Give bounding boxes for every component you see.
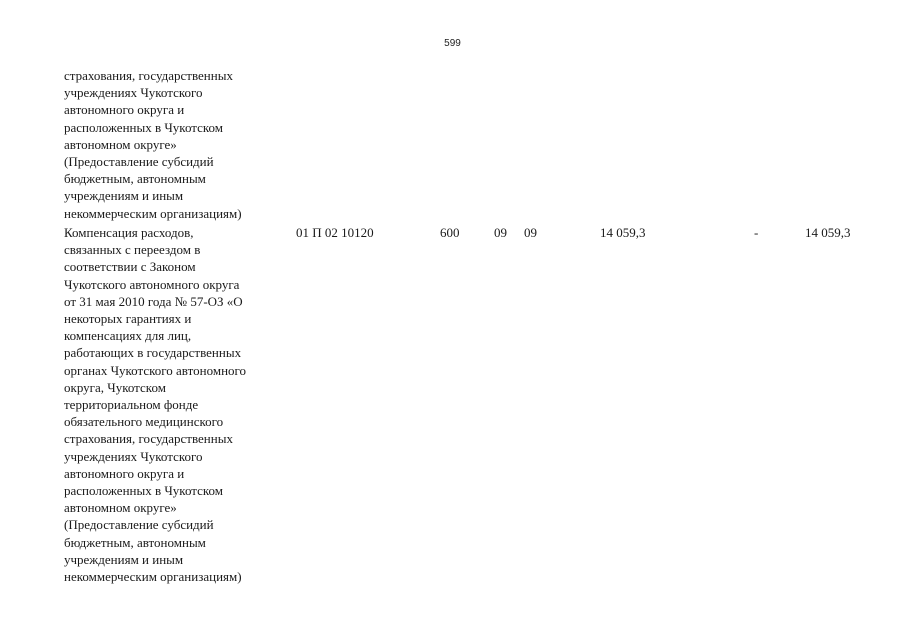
description-line: от 31 мая 2010 года № 57-ОЗ «О — [64, 293, 243, 309]
description-line: некоторых гарантиях и — [64, 311, 192, 327]
continued-description — [64, 67, 289, 222]
target-code-cell: 01 П 02 10120 — [296, 225, 374, 240]
description-line: автономном округе» — [64, 136, 177, 152]
page-number: 599 — [444, 38, 461, 49]
description-line: органах Чукотского автономного — [64, 362, 247, 378]
description-line: учреждениям и иным — [64, 188, 184, 204]
description-line: округа, Чукотском — [64, 379, 166, 395]
description-line: (Предоставление субсидий — [64, 154, 214, 170]
section-cell: 09 — [494, 225, 507, 240]
amount-cell-3: 14 059,3 — [805, 225, 851, 240]
description-line: обязательного медицинского — [64, 414, 224, 430]
description-line: территориальном фонде — [64, 397, 199, 413]
description-line: бюджетным, автономным — [64, 171, 206, 187]
description-line: бюджетным, автономным — [64, 534, 206, 550]
description-line: некоммерческим организациям) — [64, 205, 242, 221]
description-line: Компенсация расходов, — [64, 225, 194, 240]
subsection-cell: 09 — [524, 225, 537, 240]
description-line: учреждениях Чукотского — [64, 85, 203, 101]
description-line: компенсациях для лиц, — [64, 328, 192, 344]
description-line: расположенных в Чукотском — [64, 119, 224, 135]
description-line: (Предоставление субсидий — [64, 517, 214, 533]
description-line: связанных с переездом в — [64, 242, 201, 258]
description-line: страхования, государственных — [64, 68, 233, 83]
description-line: Чукотского автономного округа — [64, 276, 240, 292]
description-line: соответствии с Законом — [64, 259, 196, 275]
amount-cell-2: - — [754, 225, 759, 240]
description-line: некоммерческим организациям) — [64, 569, 242, 585]
description-line: автономного округа и — [64, 102, 185, 118]
description-line: работающих в государственных — [64, 345, 242, 361]
expense-type-cell: 600 — [440, 225, 460, 240]
description-line: автономном округе» — [64, 500, 177, 516]
description-line: страхования, государственных — [64, 431, 233, 447]
description-line: автономного округа и — [64, 465, 185, 481]
amount-cell-1: 14 059,3 — [600, 225, 646, 240]
description-line: учреждениях Чукотского — [64, 448, 203, 464]
description-line: расположенных в Чукотском — [64, 483, 224, 499]
row-description — [64, 224, 289, 585]
description-line: учреждениям и иным — [64, 551, 184, 567]
